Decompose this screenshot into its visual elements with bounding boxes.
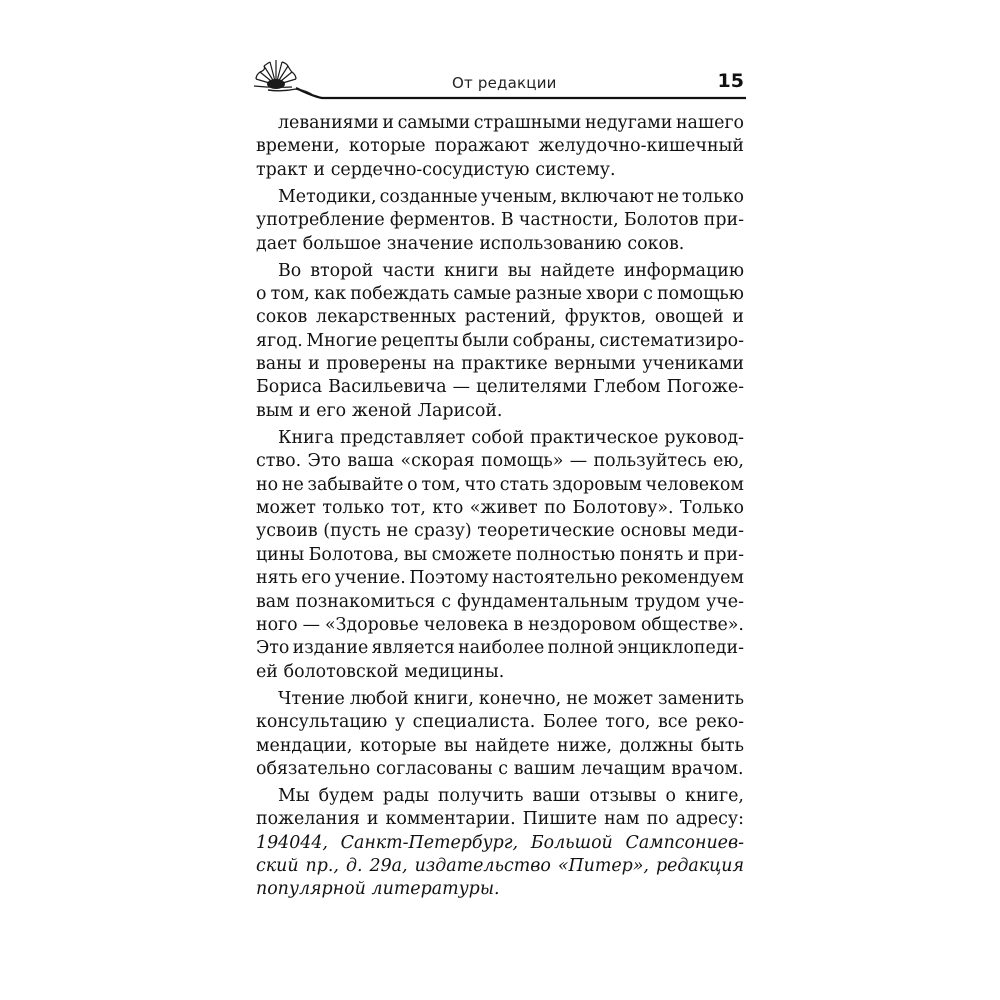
text-line: тракт и сердечно-сосудистую систему. xyxy=(256,159,616,180)
text-line: Бориса Васильевича — целителями Глебом Погоже- xyxy=(256,377,744,398)
paragraph xyxy=(256,260,744,424)
text-line: усвоив (пусть не сразу) теоретические основы меди- xyxy=(256,521,744,542)
text-line: ство. Это ваша «скорая помощь» — пользуйтесь ею, xyxy=(256,451,744,472)
text-line: вам познакомиться с фундаментальным трудом уче- xyxy=(256,591,744,612)
text-line: ей болотовской медицины. xyxy=(256,661,505,682)
text-line: ягод. Многие рецепты были собраны, систематизиро- xyxy=(256,330,744,351)
text-line: ного — «Здоровье человека в нездоровом обществе». xyxy=(256,614,744,635)
text-line: Книга представляет собой практическое руковод- xyxy=(278,427,744,448)
text-line: леваниями и самыми страшными недугами нашего xyxy=(278,113,744,133)
page-number: 15 xyxy=(717,70,744,92)
paragraph xyxy=(256,186,744,256)
text-line: вым и его женой Ларисой. xyxy=(256,400,503,421)
body-text xyxy=(256,112,744,905)
text-line: обязательно согласованы с вашим лечащим врачом. xyxy=(256,758,744,779)
text-line: но не забывайте о том, что стать здоровым человеком xyxy=(256,474,744,495)
text-line: дает большое значение использованию соков. xyxy=(256,233,685,254)
text-line: популярной литературы. xyxy=(256,879,500,900)
text-line: пожелания и комментарии. Пишите нам по адресу: xyxy=(256,809,744,830)
running-header xyxy=(252,58,746,108)
text-line: ваны и проверены на практике верными учениками xyxy=(256,354,744,375)
text-line: цины Болотова, вы сможете полностью понять и при- xyxy=(256,544,744,565)
flower-ornament-icon xyxy=(252,58,332,108)
text-line: соков лекарственных растений, фруктов, овощей и xyxy=(256,307,744,328)
text-line: может только тот, кто «живет по Болотову». Только xyxy=(256,498,744,519)
text-line: ский пр., д. 29а, издательство «Питер», редакция xyxy=(256,856,744,877)
paragraph xyxy=(256,688,744,782)
text-line: мендации, которые вы найдете ниже, должны быть xyxy=(256,735,744,756)
paragraph xyxy=(256,112,744,182)
text-line: Методики, созданные ученым, включают не только xyxy=(278,186,744,207)
text-line: употребление ферментов. В частности, Болотов при- xyxy=(256,210,744,231)
text-line: Чтение любой книги, конечно, не может заменить xyxy=(278,688,744,709)
text-line: Это издание является наиболее полной энциклопеди- xyxy=(256,638,744,659)
paragraph xyxy=(256,785,744,902)
running-title: От редакции xyxy=(452,74,557,92)
text-line: 194044, Санкт-Петербург, Большой Сампсониев- xyxy=(256,832,744,853)
text-line: Во второй части книги вы найдете информацию xyxy=(278,260,744,281)
paragraph xyxy=(256,427,744,684)
text-line: Мы будем рады получить ваши отзывы о книге, xyxy=(278,785,744,806)
text-line: времени, которые поражают желудочно-кишечный xyxy=(256,136,744,157)
text-line: нять его учение. Поэтому настоятельно рекомендуем xyxy=(256,568,744,589)
text-line: консультацию у специалиста. Более того, все реко- xyxy=(256,712,744,733)
text-line: о том, как побеждать самые разные хвори с помощью xyxy=(256,283,744,304)
